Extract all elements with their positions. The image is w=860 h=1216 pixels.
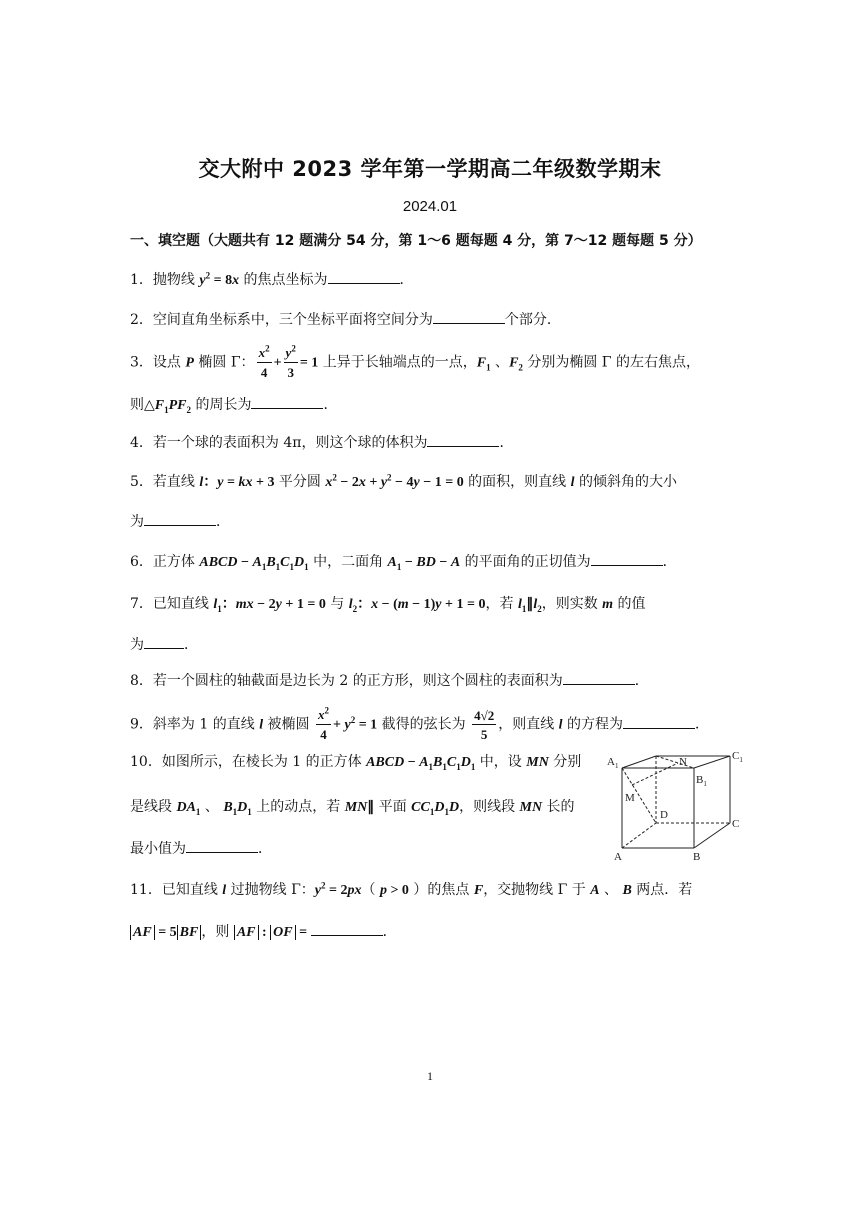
answer-blank[interactable]	[144, 511, 216, 526]
answer-blank[interactable]	[433, 309, 505, 324]
question-11: 11．已知直线 l 过抛物线 Γ：$y^2 = 2px$（ p > 0 ）的焦点 F，交抛物线 Γ 于 A 、 B 两点．若	[130, 880, 693, 898]
answer-blank[interactable]	[251, 394, 323, 409]
label-d: D	[660, 809, 668, 821]
label-b1: $B_1$	[696, 774, 707, 788]
question-7-cont: 为 ．	[130, 634, 198, 655]
answer-blank[interactable]	[563, 670, 635, 685]
label-n: N	[679, 756, 687, 768]
cube-figure	[605, 745, 755, 865]
label-b: B	[693, 851, 701, 863]
question-10-cont2: 最小值为 ．	[130, 838, 272, 859]
question-2: 2．空间直角坐标系中，三个坐标平面将空间分为 个部分．	[130, 309, 561, 330]
answer-blank[interactable]	[186, 838, 258, 853]
page-number: 1	[427, 1069, 433, 1083]
question-10: 10．如图所示，在棱长为 1 的正方体 ABCD − $A_1B_1C_1D_1$ 中，设 MN 分别	[130, 754, 582, 772]
exam-date: 2024.01	[402, 198, 458, 215]
answer-blank[interactable]	[144, 634, 184, 649]
label-c: C	[732, 818, 740, 830]
answer-blank[interactable]	[311, 921, 383, 936]
question-8: 8．若一个圆柱的轴截面是边长为 2 的正方形，则这个圆柱的表面积为 ．	[130, 670, 649, 691]
label-c1: $C_1$	[732, 750, 743, 764]
question-11-cont: AF = 5 BF ，则 AF : OF = ．	[130, 921, 397, 943]
question-6: 6．正方体 ABCD − $A_1B_1C_1D_1$ 中，二面角 $A_1$ − BD − A 的平面角的正切值为 ．	[130, 551, 677, 573]
label-a: A	[614, 851, 622, 863]
question-4: 4．若一个球的表面积为 4π，则这个球的体积为 ．	[130, 432, 513, 453]
question-10-cont: 是线段 $DA_1$ 、 $B_1D_1$ 上的动点，若 MN∥ 平面 $CC_1D_1D$，则线段 MN 长的	[130, 799, 575, 817]
question-7: 7．已知直线 $l_1$：mx − 2y + 1 = 0 与 $l_2$：x − (m − 1)y + 1 = 0，若 $l_1\parallel l_2$，则实数 m 的值	[130, 596, 646, 614]
answer-blank[interactable]	[427, 432, 499, 447]
question-5-cont: 为 ．	[130, 511, 230, 532]
question-3: 3．设点 P 椭圆 Γ： $\frac{x^2}{4}$ + $\frac{y^2}{3}$ = 1 上异于长轴端点的一点，$F_1$ 、$F_2$ 分别为椭圆 Γ 的左右焦点，	[130, 343, 700, 380]
question-5: 5．若直线 l：y = kx + 3 平分圆 $x^2 - 2x + y^2 - 4y - 1 = 0$ 的面积，则直线 l 的倾斜角的大小	[130, 472, 677, 490]
answer-blank[interactable]	[591, 551, 663, 566]
label-a1: $A_1$	[607, 756, 619, 770]
answer-blank[interactable]	[328, 269, 400, 284]
answer-blank[interactable]	[623, 714, 695, 729]
section-heading: 一、填空题（大题共有 12 题满分 54 分，第 1～6 题每题 4 分，第 7～12 题每题 5 分）	[130, 233, 702, 249]
question-9: 9．斜率为 1 的直线 l 被椭圆 $\frac{x^2}{4}$ + $y^2 = 1$ 截得的弦长为 $\frac{4√2}{5}$ ，则直线 l 的方程为 ．	[130, 705, 710, 742]
question-3-cont: 则$\triangle F_1PF_2$ 的周长为 ．	[130, 394, 337, 416]
page-title: 交大附中 2023 学年第一学期高二年级数学期末	[198, 157, 662, 181]
label-m: M	[625, 792, 635, 804]
question-1: 1．抛物线 $y^2 = 8x$ 的焦点坐标为 ．	[130, 270, 414, 288]
